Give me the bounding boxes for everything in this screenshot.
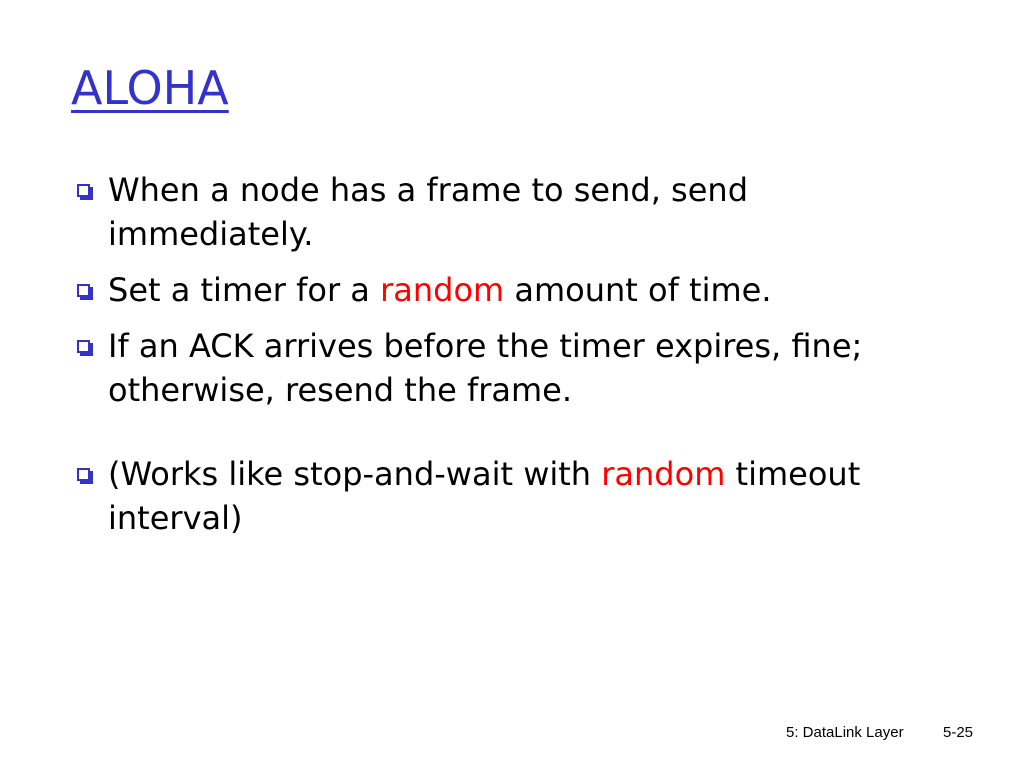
footer-chapter-label: 5: DataLink Layer bbox=[786, 724, 904, 741]
bullet-text: If an ACK arrives before the timer expires, fine; otherwise, resend the frame. bbox=[108, 327, 863, 409]
bullet-text-after: timeout interval) bbox=[108, 455, 861, 537]
hollow-square-bullet-icon bbox=[77, 468, 90, 481]
bullet-text-before: Set a timer for a bbox=[108, 271, 381, 309]
highlight-random: random bbox=[601, 455, 726, 493]
slide-title: ALOHA bbox=[71, 61, 229, 115]
bullet-text: When a node has a frame to send, send immediately. bbox=[108, 171, 748, 253]
bullet-text-before: (Works like stop-and-wait with bbox=[108, 455, 602, 493]
highlight-random: random bbox=[380, 271, 505, 309]
hollow-square-bullet-icon bbox=[77, 340, 90, 353]
bullet-item-ack-arrives bbox=[71, 324, 951, 412]
bullet-item-set-timer bbox=[71, 268, 951, 312]
footer-page-number: 5-25 bbox=[943, 724, 974, 741]
hollow-square-bullet-icon bbox=[77, 184, 90, 197]
bullet-item-send-immediately bbox=[71, 168, 951, 256]
bullet-item-stop-and-wait bbox=[71, 452, 951, 540]
bullet-text-after: amount of time. bbox=[504, 271, 772, 309]
bullet-list bbox=[71, 168, 951, 552]
hollow-square-bullet-icon bbox=[77, 284, 90, 297]
